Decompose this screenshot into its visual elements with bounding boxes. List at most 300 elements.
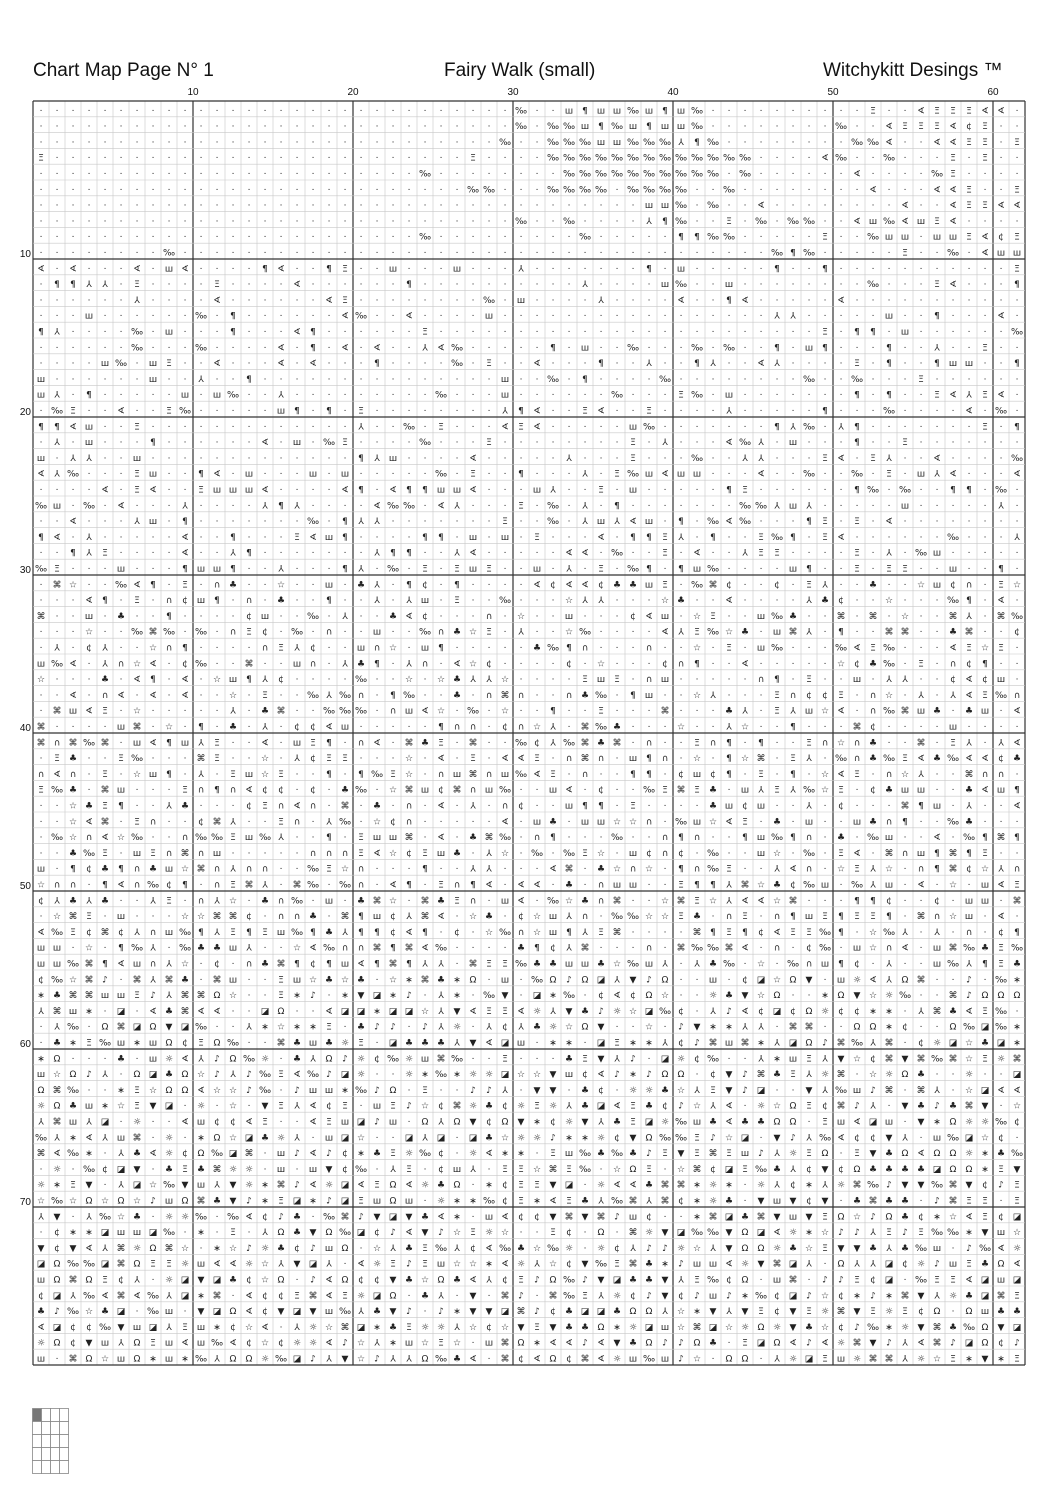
chart-cell-symbol: · (440, 549, 443, 559)
chart-cell-symbol: · (824, 501, 827, 511)
chart-cell-symbol: · (152, 723, 155, 733)
chart-cell-symbol: ⌘ (789, 896, 798, 906)
chart-cell-symbol: · (88, 754, 91, 764)
chart-cell-symbol: · (600, 391, 603, 401)
chart-cell-symbol: · (88, 375, 91, 385)
chart-cell-symbol: ∢ (453, 659, 461, 669)
chart-cell-symbol: · (328, 454, 331, 464)
chart-cell-symbol: ш (405, 1339, 413, 1349)
chart-cell-symbol: · (360, 628, 363, 638)
chart-cell-symbol: Ξ (726, 928, 732, 938)
chart-cell-symbol: ⅄ (517, 264, 524, 274)
chart-cell-symbol: · (936, 249, 939, 259)
chart-cell-symbol: ∢ (261, 438, 269, 448)
chart-cell-symbol: ш (181, 738, 189, 748)
chart-cell-symbol: · (872, 343, 875, 353)
chart-cell-symbol: ⅄ (485, 675, 492, 685)
chart-cell-symbol: · (88, 1086, 91, 1096)
chart-cell-symbol: ▼ (86, 1181, 93, 1191)
chart-cell-symbol: ∗ (293, 1023, 301, 1033)
chart-cell-symbol: ш (661, 122, 669, 132)
chart-cell-symbol: · (568, 391, 571, 401)
chart-cell-symbol: ∢ (37, 470, 45, 480)
chart-cell-symbol: ☼ (549, 1023, 557, 1033)
chart-cell-symbol: · (520, 675, 523, 685)
chart-cell-symbol: · (392, 754, 395, 764)
chart-cell-symbol: ‰ (803, 849, 815, 859)
chart-cell-symbol: ♣ (629, 580, 637, 590)
chart-cell-symbol: · (568, 375, 571, 385)
chart-cell-symbol: · (504, 659, 507, 669)
chart-cell-symbol: · (56, 201, 59, 211)
chart-cell-symbol: · (744, 264, 747, 274)
chart-cell-symbol: ш (373, 833, 381, 843)
chart-cell-symbol: · (152, 802, 155, 812)
chart-cell-symbol: ♪ (950, 1339, 956, 1349)
chart-cell-symbol: ¢ (998, 1133, 1004, 1143)
chart-cell-symbol: ‰ (371, 770, 383, 780)
chart-cell-symbol: ♣ (357, 580, 365, 590)
chart-cell-symbol: · (408, 201, 411, 211)
chart-cell-symbol: ∗ (261, 1181, 269, 1191)
chart-cell-symbol: ш (661, 1323, 669, 1333)
chart-cell-symbol: ⌘ (69, 1355, 78, 1365)
chart-cell-symbol: · (328, 786, 331, 796)
chart-cell-symbol: ш (133, 1323, 141, 1333)
chart-cell-symbol: Ξ (406, 1165, 412, 1175)
chart-cell-symbol: ‰ (339, 817, 351, 827)
chart-cell-symbol: · (616, 1086, 619, 1096)
chart-cell-symbol: · (728, 328, 731, 338)
chart-cell-symbol: ‰ (867, 233, 879, 243)
chart-cell-symbol: Ξ (230, 833, 236, 843)
chart-cell-symbol: ⅄ (581, 280, 588, 290)
chart-cell-symbol: · (216, 407, 219, 417)
chart-cell-symbol: · (120, 770, 123, 780)
chart-cell-symbol: · (984, 596, 987, 606)
chart-cell-symbol: · (536, 612, 539, 622)
chart-cell-symbol: · (216, 264, 219, 274)
chart-cell-symbol: · (408, 628, 411, 638)
chart-cell-symbol: ш (501, 533, 509, 543)
chart-cell-symbol: ∩ (854, 738, 861, 748)
chart-cell-symbol: ∢ (85, 596, 93, 606)
chart-cell-symbol: · (328, 501, 331, 511)
chart-cell-symbol: · (120, 296, 123, 306)
chart-cell-symbol: · (40, 249, 43, 259)
chart-cell-symbol: ⌘ (133, 723, 142, 733)
chart-cell-symbol: ◪ (389, 1039, 398, 1049)
chart-cell-symbol: · (1016, 391, 1019, 401)
chart-cell-symbol: · (440, 407, 443, 417)
chart-cell-symbol: ш (549, 912, 557, 922)
chart-cell-symbol: ‰ (723, 233, 735, 243)
chart-cell-symbol: · (584, 865, 587, 875)
chart-cell-symbol: ◪ (501, 1307, 510, 1317)
chart-cell-symbol: ¢ (854, 1007, 860, 1017)
chart-cell-symbol: ▼ (326, 1165, 333, 1175)
chart-cell-symbol: · (696, 249, 699, 259)
chart-cell-symbol: · (120, 280, 123, 290)
chart-cell-symbol: · (248, 280, 251, 290)
chart-cell-symbol: ‰ (83, 1165, 95, 1175)
chart-cell-symbol: · (776, 201, 779, 211)
chart-cell-symbol: ш (773, 1197, 781, 1207)
chart-cell-symbol: · (168, 580, 171, 590)
chart-cell-symbol: ш (149, 517, 157, 527)
chart-cell-symbol: ♪ (934, 1260, 940, 1270)
chart-cell-symbol: ¶ (438, 533, 444, 543)
chart-cell-symbol: ☆ (501, 1133, 509, 1143)
chart-cell-symbol: ¶ (918, 802, 924, 812)
chart-cell-symbol: ‰ (739, 438, 751, 448)
chart-cell-symbol: ⅄ (613, 517, 620, 527)
chart-cell-symbol: · (664, 501, 667, 511)
chart-cell-symbol: ¶ (934, 849, 940, 859)
chart-cell-symbol: · (312, 501, 315, 511)
chart-cell-symbol: · (776, 565, 779, 575)
chart-cell-symbol: Ω (470, 975, 477, 985)
chart-cell-symbol: · (536, 296, 539, 306)
chart-cell-symbol: · (184, 122, 187, 132)
chart-cell-symbol: · (72, 185, 75, 195)
chart-cell-symbol: · (456, 470, 459, 480)
chart-cell-symbol: · (1016, 438, 1019, 448)
chart-cell-symbol: · (568, 486, 571, 496)
chart-cell-symbol: ∢ (789, 865, 797, 875)
chart-cell-symbol: ш (421, 786, 429, 796)
chart-cell-symbol: ‰ (339, 881, 351, 891)
chart-cell-symbol: · (440, 865, 443, 875)
chart-cell-symbol: · (456, 944, 459, 954)
chart-cell-symbol: · (760, 691, 763, 701)
chart-cell-symbol: ш (885, 312, 893, 322)
chart-cell-symbol: Ξ (582, 1291, 588, 1301)
chart-cell-symbol: · (568, 470, 571, 480)
chart-cell-symbol: ш (37, 1276, 45, 1286)
chart-cell-symbol: ☼ (629, 1086, 637, 1096)
chart-cell-symbol: ¢ (838, 596, 844, 606)
chart-cell-symbol: · (904, 106, 907, 116)
chart-cell-symbol: · (152, 454, 155, 464)
chart-cell-symbol: · (424, 296, 427, 306)
chart-cell-symbol: · (600, 644, 603, 654)
chart-cell-symbol: ⅄ (133, 296, 140, 306)
chart-cell-symbol: · (248, 185, 251, 195)
chart-cell-symbol: ♪ (342, 1339, 348, 1349)
chart-cell-symbol: ‰ (803, 470, 815, 480)
chart-cell-symbol: · (88, 659, 91, 669)
chart-cell-symbol: ♪ (102, 975, 108, 985)
chart-cell-symbol: ¶ (246, 375, 252, 385)
chart-cell-symbol: ♣ (725, 707, 733, 717)
chart-cell-symbol: · (744, 106, 747, 116)
chart-cell-symbol: ¶ (966, 596, 972, 606)
chart-cell-symbol: ∗ (213, 1323, 221, 1333)
chart-cell-symbol: ‰ (931, 1181, 943, 1191)
chart-cell-symbol: ш (949, 359, 957, 369)
chart-cell-symbol: · (1016, 501, 1019, 511)
chart-cell-symbol: ▼ (822, 1165, 829, 1175)
chart-cell-symbol: ☼ (597, 1133, 605, 1143)
chart-cell-symbol: Ω (934, 1307, 941, 1317)
chart-cell-symbol: · (504, 264, 507, 274)
chart-cell-symbol: · (888, 1102, 891, 1112)
chart-cell-symbol: ‰ (707, 154, 719, 164)
chart-cell-symbol: · (248, 106, 251, 116)
chart-cell-symbol: ⌘ (869, 1355, 878, 1365)
chart-cell-symbol: ♣ (421, 1291, 429, 1301)
chart-cell-symbol: ¶ (726, 754, 732, 764)
chart-cell-symbol: · (72, 944, 75, 954)
chart-cell-symbol: ∢ (901, 201, 909, 211)
chart-cell-symbol: ♣ (789, 1244, 797, 1254)
chart-cell-symbol: · (40, 691, 43, 701)
chart-cell-symbol: · (920, 328, 923, 338)
chart-cell-symbol: ☼ (245, 1181, 253, 1191)
chart-cell-symbol: · (520, 533, 523, 543)
chart-cell-symbol: ш (901, 786, 909, 796)
chart-cell-symbol: · (88, 691, 91, 701)
chart-cell-symbol: ш (629, 422, 637, 432)
chart-cell-symbol: · (440, 612, 443, 622)
chart-cell-symbol: ☼ (1013, 1244, 1021, 1254)
chart-cell-symbol: ∩ (134, 865, 141, 875)
chart-cell-symbol: · (136, 106, 139, 116)
chart-cell-symbol: · (936, 644, 939, 654)
chart-cell-symbol: ш (165, 1197, 173, 1207)
chart-cell-symbol: ¢ (246, 612, 252, 622)
chart-cell-symbol: · (56, 849, 59, 859)
chart-cell-symbol: · (168, 217, 171, 227)
chart-cell-symbol: · (904, 454, 907, 464)
chart-cell-symbol: ☼ (229, 1165, 237, 1175)
chart-cell-symbol: ☆ (677, 1307, 685, 1317)
chart-cell-symbol: ‰ (259, 1086, 271, 1096)
chart-cell-symbol: Ξ (774, 786, 780, 796)
chart-cell-symbol: ⅄ (757, 454, 764, 464)
chart-cell-symbol: · (328, 565, 331, 575)
chart-cell-symbol: ‰ (195, 343, 207, 353)
chart-cell-symbol: · (344, 596, 347, 606)
chart-cell-symbol: ‰ (83, 1260, 95, 1270)
chart-cell-symbol: ⌘ (1013, 896, 1022, 906)
chart-cell-symbol: · (104, 1086, 107, 1096)
chart-cell-symbol: ◪ (405, 1133, 414, 1143)
chart-cell-symbol: ¢ (38, 1291, 44, 1301)
chart-cell-symbol: ♣ (453, 1276, 461, 1286)
chart-cell-symbol: ¶ (342, 533, 348, 543)
chart-cell-symbol: ⅄ (789, 312, 796, 322)
chart-cell-symbol: ш (693, 817, 701, 827)
chart-cell-symbol: · (456, 375, 459, 385)
chart-cell-symbol: ∢ (917, 1149, 925, 1159)
chart-cell-symbol: ∩ (70, 770, 77, 780)
chart-cell-symbol: ◪ (885, 1276, 894, 1286)
chart-cell-symbol: ∢ (981, 106, 989, 116)
chart-cell-symbol: ⅄ (709, 1244, 716, 1254)
chart-cell-symbol: ⅄ (933, 343, 940, 353)
chart-cell-symbol: · (376, 865, 379, 875)
chart-cell-symbol: ⅄ (341, 612, 348, 622)
chart-cell-symbol: ☆ (933, 1355, 941, 1365)
chart-cell-symbol: ▼ (598, 1023, 605, 1033)
chart-cell-symbol: ∩ (150, 817, 157, 827)
chart-cell-symbol: · (664, 865, 667, 875)
chart-cell-symbol: Ξ (358, 1039, 364, 1049)
chart-cell-symbol: · (760, 422, 763, 432)
chart-cell-symbol: · (408, 328, 411, 338)
chart-cell-symbol: ¶ (438, 644, 444, 654)
chart-cell-symbol: ¶ (774, 264, 780, 274)
chart-cell-symbol: ‰ (755, 1291, 767, 1301)
chart-cell-symbol: ¢ (726, 580, 732, 590)
chart-cell-symbol: ♪ (854, 1323, 860, 1333)
chart-cell-symbol: Ξ (566, 1197, 572, 1207)
chart-cell-symbol: · (616, 359, 619, 369)
chart-cell-symbol: ш (53, 960, 61, 970)
chart-cell-symbol: · (344, 280, 347, 290)
chart-cell-symbol: · (792, 296, 795, 306)
chart-cell-symbol: ♪ (566, 975, 572, 985)
chart-cell-symbol: ш (85, 1102, 93, 1112)
chart-cell-symbol: · (504, 359, 507, 369)
chart-cell-symbol: ¢ (630, 612, 636, 622)
chart-cell-symbol: ¶ (102, 881, 108, 891)
chart-cell-symbol: ∩ (310, 659, 317, 669)
chart-cell-symbol: ☆ (533, 1070, 541, 1080)
chart-cell-symbol: · (88, 359, 91, 369)
chart-cell-symbol: Ω (646, 1339, 653, 1349)
chart-cell-symbol: ‰ (483, 991, 495, 1001)
chart-cell-symbol: ш (373, 628, 381, 638)
chart-cell-symbol: ♪ (726, 1291, 732, 1301)
chart-cell-symbol: ∩ (262, 644, 269, 654)
chart-cell-symbol: ⅄ (421, 343, 428, 353)
chart-cell-symbol: ∩ (310, 802, 317, 812)
chart-cell-symbol: · (200, 106, 203, 116)
chart-cell-symbol: ∢ (501, 1260, 509, 1270)
chart-cell-symbol: · (712, 596, 715, 606)
chart-cell-symbol: · (728, 1339, 731, 1349)
chart-cell-symbol: · (632, 928, 635, 938)
chart-cell-symbol: ∢ (245, 1212, 253, 1222)
chart-cell-symbol: ∢ (1013, 1086, 1021, 1096)
chart-cell-symbol: · (936, 565, 939, 575)
chart-cell-symbol: · (760, 707, 763, 717)
chart-cell-symbol: ¢ (422, 612, 428, 622)
chart-cell-symbol: Ω (246, 1355, 253, 1365)
chart-cell-symbol: · (632, 280, 635, 290)
chart-cell-symbol: ⌘ (197, 754, 206, 764)
chart-cell-symbol: ‰ (899, 486, 911, 496)
chart-cell-symbol: ☆ (197, 912, 205, 922)
chart-cell-symbol: · (408, 565, 411, 575)
chart-cell-symbol: · (520, 707, 523, 717)
chart-cell-symbol: Ξ (982, 201, 988, 211)
chart-cell-symbol: ш (149, 470, 157, 480)
chart-cell-symbol: ‰ (67, 1086, 79, 1096)
chart-cell-symbol: · (152, 233, 155, 243)
chart-cell-symbol: · (520, 833, 523, 843)
chart-cell-symbol: · (248, 580, 251, 590)
chart-cell-symbol: ⌘ (501, 691, 510, 701)
chart-cell-symbol: · (168, 312, 171, 322)
chart-cell-symbol: ‰ (851, 470, 863, 480)
chart-cell-symbol: ∩ (694, 865, 701, 875)
chart-cell-symbol: · (600, 612, 603, 622)
chart-cell-symbol: ⅄ (85, 533, 92, 543)
chart-cell-symbol: · (168, 707, 171, 717)
chart-cell-symbol: · (808, 1118, 811, 1128)
chart-cell-symbol: ¢ (758, 928, 764, 938)
chart-cell-symbol: ш (693, 1118, 701, 1128)
chart-cell-symbol: ш (981, 707, 989, 717)
chart-cell-symbol: ☼ (965, 1118, 973, 1128)
chart-cell-symbol: · (840, 1023, 843, 1033)
chart-cell-symbol: · (568, 833, 571, 843)
chart-cell-symbol: ◪ (309, 1260, 318, 1270)
chart-cell-symbol: ш (821, 881, 829, 891)
chart-cell-symbol: ⅄ (405, 659, 412, 669)
chart-cell-symbol: ∢ (725, 1118, 733, 1128)
chart-cell-symbol: ♪ (806, 1291, 812, 1301)
chart-cell-symbol: · (824, 1023, 827, 1033)
chart-cell-symbol: ☼ (517, 1260, 525, 1270)
chart-cell-symbol: · (984, 912, 987, 922)
chart-cell-symbol: · (328, 122, 331, 132)
chart-cell-symbol: ☆ (357, 1133, 365, 1143)
chart-cell-symbol: ☆ (565, 628, 573, 638)
chart-cell-symbol: ∢ (853, 1118, 861, 1128)
chart-cell-symbol: Ξ (38, 786, 44, 796)
chart-cell-symbol: ⌘ (69, 912, 78, 922)
chart-cell-symbol: ∢ (1013, 707, 1021, 717)
chart-cell-symbol: ‰ (707, 517, 719, 527)
chart-cell-symbol: ∢ (117, 691, 125, 701)
chart-cell-symbol: · (488, 122, 491, 132)
chart-cell-symbol: · (680, 928, 683, 938)
chart-cell-symbol: · (248, 517, 251, 527)
chart-cell-symbol: ¶ (150, 675, 156, 685)
chart-cell-symbol: · (552, 106, 555, 116)
chart-cell-symbol: ☆ (773, 975, 781, 985)
chart-cell-symbol: ⌘ (853, 1181, 862, 1191)
chart-cell-symbol: ▼ (790, 1307, 797, 1317)
chart-cell-symbol: Ξ (822, 454, 828, 464)
chart-cell-symbol: ⌘ (53, 707, 62, 717)
chart-cell-symbol: ¶ (678, 517, 684, 527)
chart-cell-symbol: · (104, 422, 107, 432)
chart-cell-symbol: ¢ (614, 1133, 620, 1143)
chart-cell-symbol: · (616, 786, 619, 796)
chart-cell-symbol: ⌘ (85, 960, 94, 970)
chart-cell-symbol: ¢ (70, 1339, 76, 1349)
chart-cell-symbol: ☆ (69, 580, 77, 590)
chart-cell-symbol: ☼ (997, 1054, 1005, 1064)
chart-cell-symbol: ⅄ (709, 691, 716, 701)
chart-cell-symbol: ‰ (323, 707, 335, 717)
chart-cell-symbol: · (312, 249, 315, 259)
chart-cell-symbol: ⅄ (725, 1307, 732, 1317)
chart-cell-symbol: · (104, 533, 107, 543)
chart-cell-symbol: ш (821, 960, 829, 970)
chart-cell-symbol: ¶ (342, 565, 348, 575)
chart-cell-symbol: · (440, 170, 443, 180)
chart-cell-symbol: · (728, 533, 731, 543)
chart-cell-symbol: ∢ (997, 201, 1005, 211)
chart-cell-symbol: · (408, 343, 411, 353)
